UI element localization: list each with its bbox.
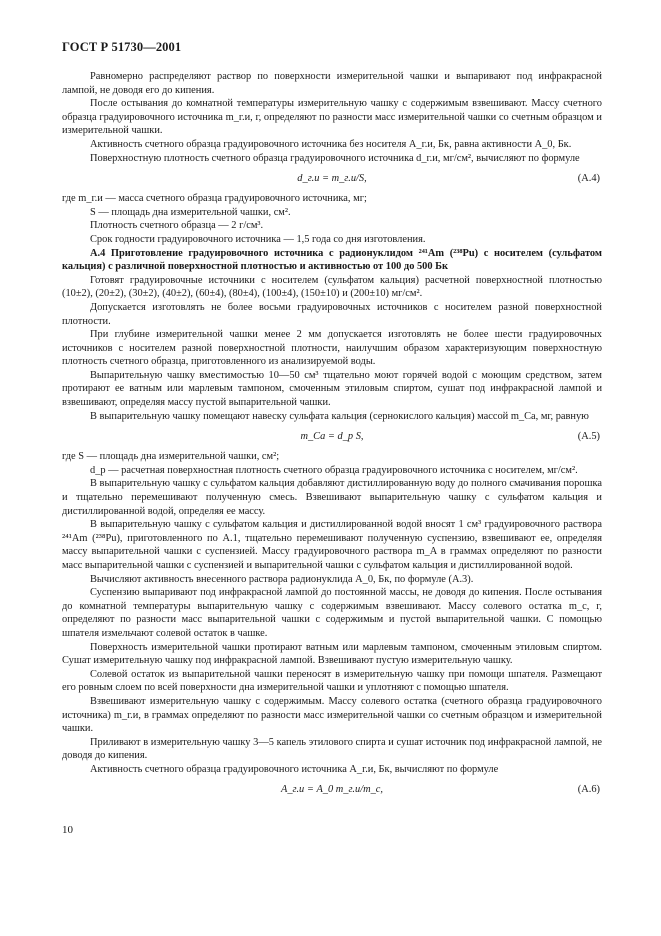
equation-a6 [62, 777, 602, 804]
equation-number: (А.6) [577, 784, 600, 796]
paragraph: После остывания до комнатной температуры измерительную чашку с содержимым взвешивают. Массу счетного образца градуировочного источника m_г.и, г, определяют по разности масс измерительной чашки со счетным образцом и измерительной чашки. [62, 98, 602, 137]
paragraph: Равномерно распределяют раствор по поверхности измерительной чашки и выпаривают под инфракрасной лампой, не доводя его до кипения. [62, 71, 602, 96]
paragraph: При глубине измерительной чашки менее 2 мм допускается изготовлять не более шести градуировочных источников с носителем разной поверхностной плотности, наилучшим образом характеризующим поверхностную плотность счетного образца, приготовленного из анализируемой воды. [62, 329, 602, 368]
paragraph: В выпарительную чашку с сульфатом кальция и дистиллированной водой вносят 1 см³ градуировочного раствора ²⁴¹Am (²³⁸Pu), приготовленного по А.1, тщательно перемешивают полученную суспензию, взвешивают ее, определяя массу выпарительной чашки с суспензией. Массу градуировочного раствора m_A в граммах определяют по разности масс выпарительной чашки с суспензией и выпарительной чашки с сульфатом кальция и дистиллированной водой. [62, 519, 602, 571]
equation-formula: m_Ca = d_p S, [300, 430, 364, 442]
paragraph: Срок годности градуировочного источника — 1,5 года со дня изготовления. [90, 233, 426, 245]
section-heading: А.4 Приготовление градуировочного источника с радионуклидом ²⁴¹Am (²³⁸Pu) с носителем (сульфатом кальция) с различной поверхностной плотностью и активностью от 100 до 500 Бк [62, 247, 602, 273]
paragraph: Солевой остаток из выпарительной чашки переносят в измерительную чашку при помощи шпателя. Размещают его ровным слоем по всей поверхности дна измерительной чашки и уплотняют с помощью шпателя. [62, 668, 602, 694]
equation-a5 [62, 423, 602, 450]
paragraph: Выпарительную чашку вместимостью 10—50 см³ тщательно моют горячей водой с моющим средством, затем протирают ее ватным или марлевым тампоном, смоченным этиловым спиртом, сушат под инфракрасной лампой и взвешивают, определяя массу пустой выпарительной чашки. [62, 369, 602, 409]
paragraph: Активность счетного образца градуировочного источника A_г.и, Бк, вычисляют по формуле [90, 763, 499, 775]
body-text [62, 70, 602, 804]
paragraph: В выпарительную чашку помещают навеску сульфата кальция (сернокислого кальция) массой m_Ca, мг, равную [90, 410, 589, 422]
paragraph: Поверхность измерительной чашки протирают ватным или марлевым тампоном, смоченным этиловым спиртом. Сушат измерительную чашку под инфракрасной лампой. Взвешивают пустую измерительную чашку. [62, 641, 602, 667]
equation-number: (А.5) [577, 430, 600, 442]
paragraph: Поверхностную плотность счетного образца градуировочного источника d_г.и, мг/см², вычисляют по формуле [90, 152, 580, 164]
paragraph: Вычисляют активность внесенного раствора радионуклида A_0, Бк, по формуле (А.3). [90, 573, 474, 585]
paragraph: Приливают в измерительную чашку 3—5 капель этилового спирта и сушат источник под инфракрасной лампой, не доводя до кипения. [62, 736, 602, 762]
paragraph: Допускается изготовлять не более восьми градуировочных источников с носителем разной поверхностной плотности. [62, 301, 602, 327]
paragraph: Суспензию выпаривают под инфракрасной лампой до постоянной массы, не доводя до кипения. После остывания до комнатной температуры выпарительную чашку с содержимым взвешивают. Массу солевого остатка m_c, г, определяют по разности масс выпарительной чашки с содержимым и пустой выпарительной чашки. С помощью шпателя измельчают солевой остаток в чашке. [62, 587, 602, 639]
equation-number: (А.4) [577, 172, 600, 184]
document-header: ГОСТ Р 51730—2001 [62, 40, 182, 54]
where-clause: где S — площадь дна измерительной чашки, см²; [62, 451, 280, 463]
equation-a4 [62, 165, 602, 192]
paragraph: Готовят градуировочные источники с носителем (сульфатом кальция) расчетной поверхностной плотностью (10±2), (20±2), (30±2), (40±2), (60±4), (80±4), (100±4), (150±10) и (200±10) мг/см². [62, 274, 602, 300]
page-number: 10 [62, 824, 73, 836]
equation-formula: d_г.и = m_г.и/S, [297, 172, 367, 184]
where-clause: d_p — расчетная поверхностная плотность счетного образца градуировочного источника с носителем, мг/см². [90, 464, 578, 476]
where-clause: где m_г.и — масса счетного образца градуировочного источника, мг; [62, 193, 367, 205]
where-clause: S — площадь дна измерительной чашки, см². [90, 206, 291, 218]
paragraph: Активность счетного образца градуировочного источника без носителя A_г.и, Бк, равна активности A_0, Бк. [90, 138, 572, 150]
equation-formula: A_г.и = A_0 m_г.и/m_c, [281, 784, 383, 796]
paragraph: Плотность счетного образца — 2 г/см³. [90, 220, 264, 232]
paragraph: Взвешивают измерительную чашку с содержимым. Массу солевого остатка (счетного образца градуировочного источника) m_г.и, в граммах определяют по разности масс измерительной чашки со счетным образцом и измерительной чашки. [62, 695, 602, 735]
paragraph: В выпарительную чашку с сульфатом кальция добавляют дистиллированную воду до полного смачивания порошка и тщательно перемешивают полученную смесь. Взвешивают выпарительную чашку с сульфатом кальция и дистиллированной водой, определяя ее массу. [62, 478, 602, 517]
